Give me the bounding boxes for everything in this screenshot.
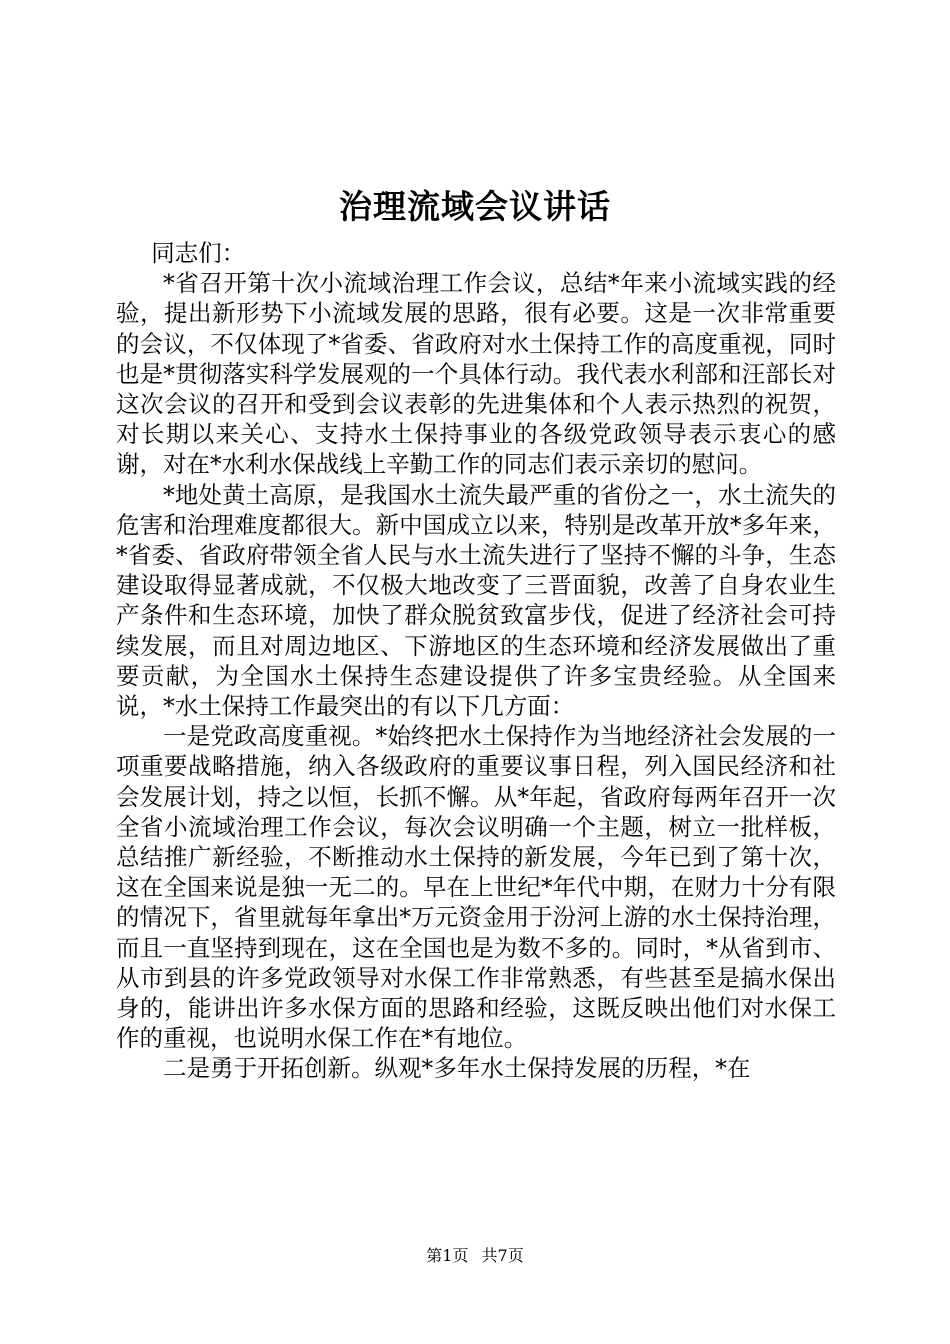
paragraph-1: *省召开第十次小流域治理工作会议，总结*年来小流域实践的经验，提出新形势下小流域发展的思路，很有必要。这是一次非常重要的会议，不仅体现了*省委、省政府对水土保持工作的高度重视，同时也是*贯彻落实科学发展观的一个具体行动。我代表水利部和汪部长对这次会议的召开和受到会议表彰的先进集体和个人表示热烈的祝贺，对长期以来关心、支持水土保持事业的各级党政领导表示衷心的感谢，对在*水利水保战线上辛勤工作的同志们表示亲切的慰问。 [116, 269, 836, 479]
document-title: 治理流域会议讲话 [339, 187, 611, 226]
page-number: 第1页 [426, 1246, 469, 1265]
page-total: 共7页 [481, 1246, 524, 1265]
greeting: 同志们： [151, 239, 246, 267]
paragraph-3: 一是党政高度重视。*始终把水土保持作为当地经济社会发展的一项重要战略措施，纳入各级政府的重要议事日程，列入国民经济和社会发展计划，持之以恒，长抓不懈。从*年起，省政府每两年召开一次全省小流域治理工作会议，每次会议明确一个主题，树立一批样板，总结推广新经验，不断推动水土保持的新发展，今年已到了第十次，这在全国来说是独一无二的。早在上世纪*年代中期，在财力十分有限的情况下，省里就每年拿出*万元资金用于汾河上游的水土保持治理，而且一直坚持到现在，这在全国也是为数不多的。同时，*从省到市、从市到县的许多党政领导对水保工作非常熟悉，有些甚至是搞水保出身的，能讲出许多水保方面的思路和经验，这既反映出他们对水保工作的重视，也说明水保工作在*有地位。 [116, 722, 836, 1053]
document-body [116, 238, 836, 1084]
page-footer [0, 1244, 950, 1268]
paragraph-2: *地处黄土高原，是我国水土流失最严重的省份之一，水土流失的危害和治理难度都很大。新中国成立以来，特别是改革开放*多年来，*省委、省政府带领全省人民与水土流失进行了坚持不懈的斗争，生态建设取得显著成就，不仅极大地改变了三晋面貌，改善了自身农业生产条件和生态环境，加快了群众脱贫致富步伐，促进了经济社会可持续发展，而且对周边地区、下游地区的生态环境和经济发展做出了重要贡献，为全国水土保持生态建设提供了许多宝贵经验。从全国来说，*水土保持工作最突出的有以下几方面： [116, 480, 836, 721]
paragraph-4: 二是勇于开拓创新。纵观*多年水土保持发展的历程，*在 [163, 1054, 751, 1083]
